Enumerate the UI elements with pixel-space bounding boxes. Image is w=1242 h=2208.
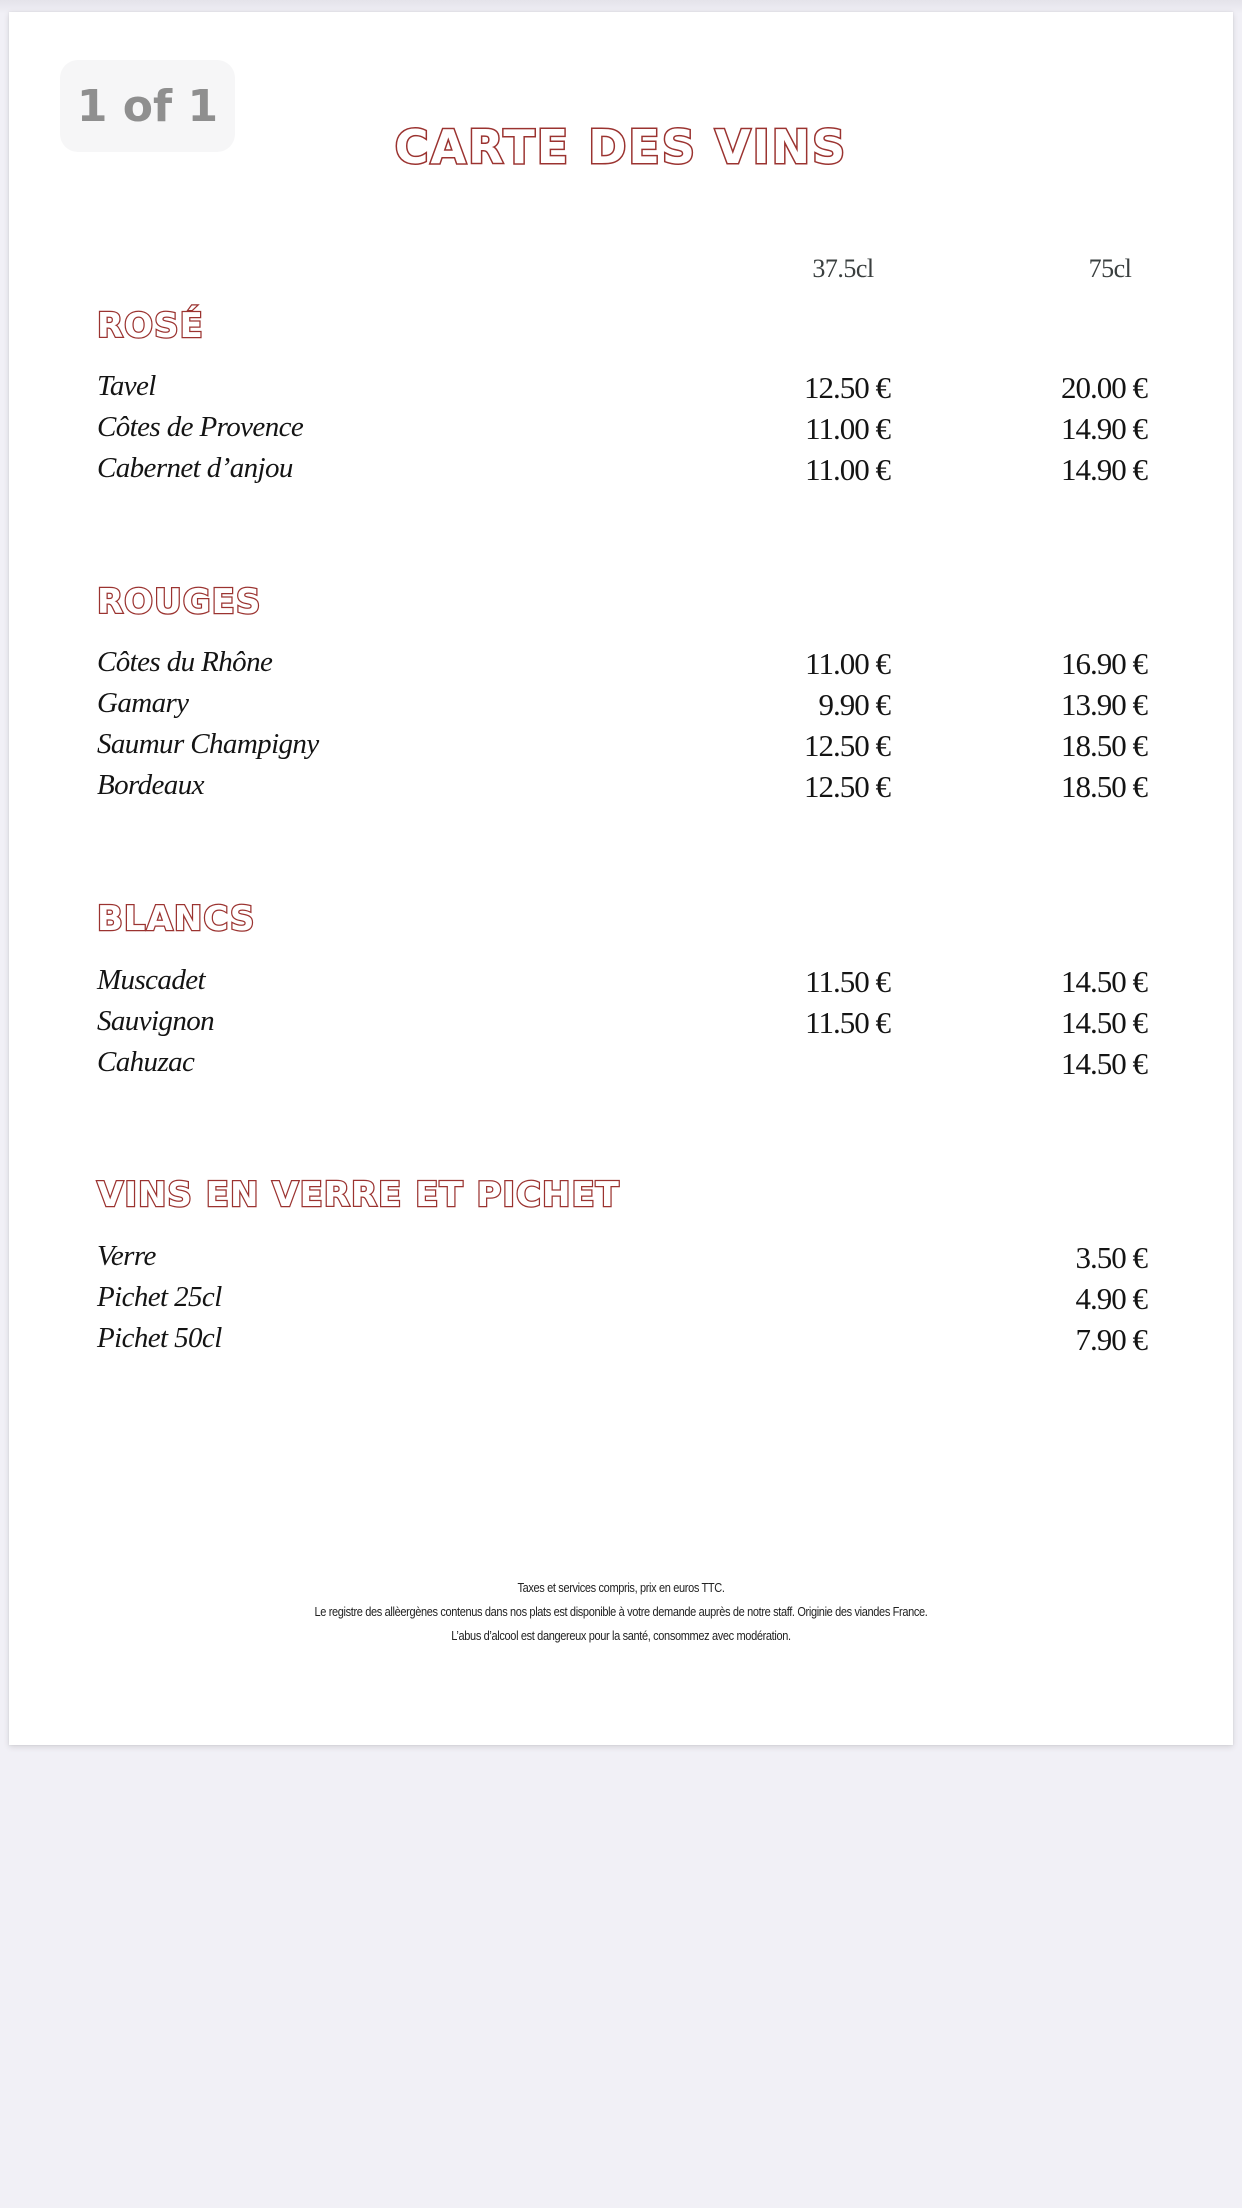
wine-row <box>9 1046 1233 1086</box>
wine-name: Cahuzac <box>97 1046 195 1078</box>
wine-row <box>9 1240 1233 1280</box>
price-37-5cl: 12.50 € <box>804 728 890 763</box>
section-heading-blancs: BLANCS <box>97 899 256 939</box>
wine-name: Côtes du Rhône <box>97 646 273 678</box>
price-75cl: 4.90 € <box>1075 1281 1147 1316</box>
price-75cl: 3.50 € <box>1075 1240 1147 1275</box>
wine-name: Saumur Champigny <box>97 728 319 760</box>
price-75cl: 16.90 € <box>1061 646 1147 681</box>
price-37-5cl: 9.90 € <box>818 687 890 722</box>
wine-row <box>9 1005 1233 1045</box>
price-37-5cl: 12.50 € <box>804 370 890 405</box>
wine-row <box>9 1322 1233 1362</box>
wine-name: Pichet 50cl <box>97 1322 222 1354</box>
price-75cl: 20.00 € <box>1061 370 1147 405</box>
price-37-5cl: 12.50 € <box>804 769 890 804</box>
wine-name: Cabernet d’anjou <box>97 452 293 484</box>
wine-name: Pichet 25cl <box>97 1281 222 1313</box>
price-75cl: 13.90 € <box>1061 687 1147 722</box>
price-37-5cl: 11.50 € <box>805 1005 890 1040</box>
price-75cl: 14.90 € <box>1061 452 1147 487</box>
price-37-5cl: 11.00 € <box>805 646 890 681</box>
section-heading-rouges: ROUGES <box>97 582 262 622</box>
wine-row <box>9 964 1233 1004</box>
wine-name: Bordeaux <box>97 769 204 801</box>
wine-name: Tavel <box>97 370 156 402</box>
column-header-37-5cl: 37.5cl <box>812 254 874 283</box>
footer-note-alcohol: L’abus d’alcool est dangereux pour la santé, consommez avec modération. <box>451 1629 791 1643</box>
price-75cl: 14.50 € <box>1061 1005 1147 1040</box>
price-75cl: 14.50 € <box>1061 964 1147 999</box>
wine-row <box>9 411 1233 451</box>
wine-row <box>9 769 1233 809</box>
price-75cl: 14.50 € <box>1061 1046 1147 1081</box>
price-37-5cl: 11.00 € <box>805 452 890 487</box>
wine-row <box>9 1281 1233 1321</box>
section-heading-vins-en-verre-et-pichet: VINS EN VERRE ET PICHET <box>97 1175 620 1215</box>
wine-name: Gamary <box>97 687 189 719</box>
footer-note-allergens: Le registre des allèergènes contenus dans nos plats est disponible à votre demande auprès de notre staff. Originie des viandes France. <box>314 1605 928 1619</box>
price-37-5cl: 11.50 € <box>805 964 890 999</box>
wine-row <box>9 370 1233 410</box>
price-75cl: 18.50 € <box>1061 728 1147 763</box>
section-heading-rose: ROSÉ <box>97 306 204 346</box>
wine-row <box>9 728 1233 768</box>
price-75cl: 18.50 € <box>1061 769 1147 804</box>
document-page <box>9 12 1233 1745</box>
wine-name: Verre <box>97 1240 156 1272</box>
footer-note-taxes: Taxes et services compris, prix en euros TTC. <box>517 1581 725 1595</box>
page-indicator: 1 of 1 <box>60 60 235 152</box>
column-header-75cl: 75cl <box>1088 254 1132 283</box>
wine-name: Côtes de Provence <box>97 411 304 443</box>
price-75cl: 7.90 € <box>1075 1322 1147 1357</box>
price-75cl: 14.90 € <box>1061 411 1147 446</box>
wine-name: Muscadet <box>97 964 205 996</box>
wine-row <box>9 646 1233 686</box>
wine-row <box>9 687 1233 727</box>
wine-row <box>9 452 1233 492</box>
price-37-5cl: 11.00 € <box>805 411 890 446</box>
menu-title: CARTE DES VINS <box>394 120 848 174</box>
wine-name: Sauvignon <box>97 1005 215 1037</box>
